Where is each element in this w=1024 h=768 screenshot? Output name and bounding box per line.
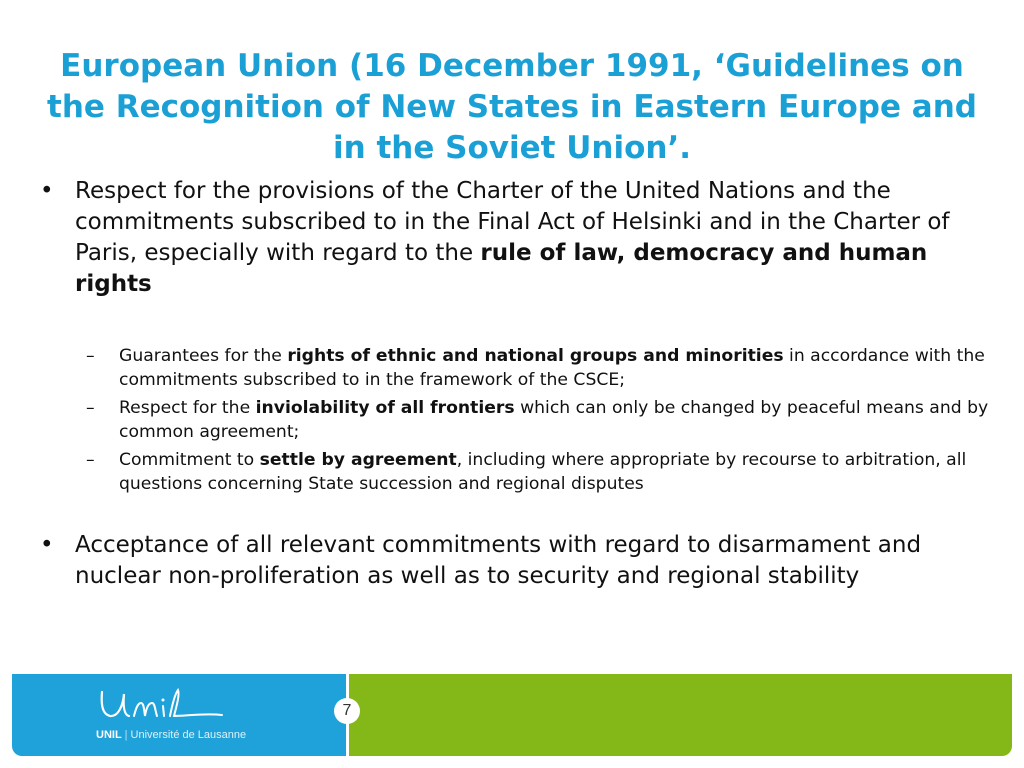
unil-logo-text (96, 729, 246, 741)
dash-marker: – (86, 398, 95, 418)
sub-text-pre: Guarantees for the (119, 346, 288, 366)
dash-marker: – (86, 450, 95, 470)
bullet-text-plain: Respect for the provisions of the Charter of the United Nations and the commitments subscribed to in the Final Act of Helsinki and in the Charter of Paris, especially with regard to the (75, 178, 950, 266)
sub-item-text (119, 448, 989, 496)
dash-marker: – (86, 346, 95, 366)
logo-university-name: Université de Lausanne (130, 729, 247, 741)
sub-item-text (119, 396, 989, 444)
sub-text-bold: inviolability of all frontiers (255, 398, 515, 418)
bullet-text (75, 176, 980, 300)
sub-text-post: in accordance with the commitments subscribed to in the framework of the CSCE; (119, 346, 985, 390)
sub-item-text (119, 344, 989, 392)
footer-green-band (349, 674, 1012, 756)
bullet-text-bold: rule of law, democracy and human rights (75, 240, 928, 297)
logo-abbrev: UNIL (96, 729, 122, 741)
logo-separator: | (124, 729, 128, 741)
page-number: 7 (334, 698, 360, 724)
sub-text-bold: settle by agreement (259, 450, 457, 470)
bullet-marker: • (40, 532, 54, 558)
sub-text-bold: rights of ethnic and national groups and minorities (287, 346, 784, 366)
sub-text-pre: Commitment to (119, 450, 260, 470)
bullet-marker: • (40, 178, 54, 204)
sub-text-pre: Respect for the (119, 398, 256, 418)
slide-title: European Union (16 December 1991, ‘Guidelines on the Recognition of New States in Eastern Europe and in the Soviet Union’. (47, 48, 977, 166)
bullet-text: Acceptance of all relevant commitments with regard to disarmament and nuclear non-proliferation as well as to security and regional stability (75, 532, 922, 589)
sub-text-post: , including where appropriate by recourse to arbitration, all questions concerning State succession and regional disputes (119, 450, 967, 494)
sub-text-post: which can only be changed by peaceful means and by common agreement; (119, 398, 989, 442)
unil-logo-signature (96, 686, 236, 728)
